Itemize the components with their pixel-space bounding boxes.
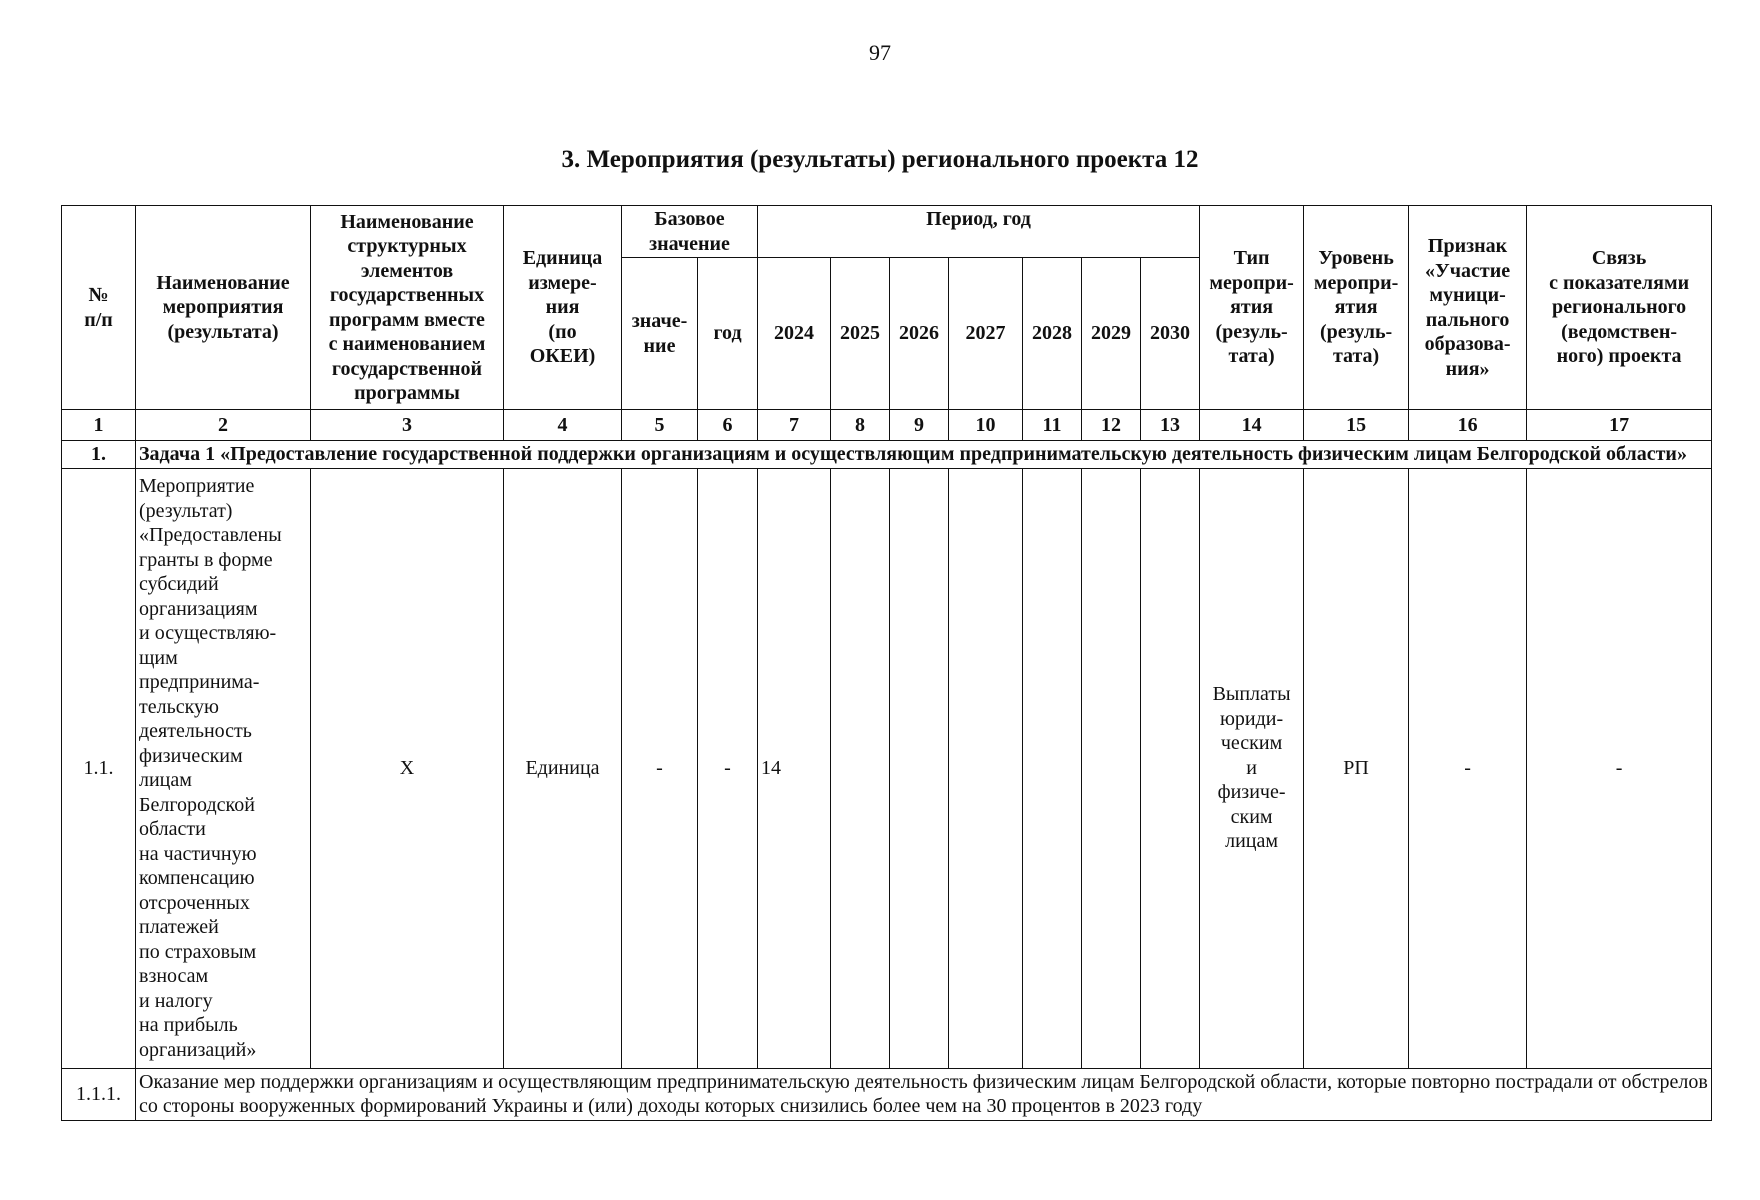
column-number: 2 [136,410,311,441]
header-link: Связь с показателями регионального (ведомствен- ного) проекта [1527,206,1712,410]
row-value-2026 [890,468,949,1068]
column-number: 7 [758,410,831,441]
row-value-2030 [1141,468,1200,1068]
row-base-value: - [622,468,698,1068]
row-value-2025 [831,468,890,1068]
header-year-2024: 2024 [758,258,831,410]
row-number: 1.1. [62,468,136,1068]
subitem-row [62,1068,1712,1120]
header-structural: Наименование структурных элементов государственных программ вместе с наименованием государственной программы [311,206,504,410]
row-type: Выплаты юриди- ческим и физиче- ским лицам [1200,468,1304,1068]
header-year-2029: 2029 [1082,258,1141,410]
row-level: РП [1304,468,1409,1068]
column-number: 11 [1023,410,1082,441]
document-title: 3. Мероприятия (результаты) регионального проекта 12 [561,146,1199,173]
header-num: № п/п [62,206,136,410]
column-number: 5 [622,410,698,441]
column-number: 14 [1200,410,1304,441]
header-year-2025: 2025 [831,258,890,410]
column-number: 1 [62,410,136,441]
header-base: Базовое значение [622,206,758,258]
column-number: 8 [831,410,890,441]
row-value-2027 [949,468,1023,1068]
subitem-number: 1.1.1. [62,1068,136,1120]
column-number: 15 [1304,410,1409,441]
task-number: 1. [62,441,136,469]
header-year-2027: 2027 [949,258,1023,410]
page-number: 97 [869,40,891,65]
row-base-year: - [698,468,758,1068]
column-number: 6 [698,410,758,441]
column-number: 9 [890,410,949,441]
row-link: - [1527,468,1712,1068]
header-base-value: значе- ние [622,258,698,410]
header-level: Уровень меропри- ятия (резуль- тата) [1304,206,1409,410]
subitem-text: Оказание мер поддержки организациям и осуществляющим предпринимательскую деятельность физическим лицам Белгородской области, которые повторно пострадали от обстрелов со стороны вооруженных формирований Украины и (или) доходы которых снизились более чем на 30 процентов в 2023 году [136,1068,1712,1120]
row-value-2024: 14 [758,468,831,1068]
column-number: 12 [1082,410,1141,441]
header-name: Наименование мероприятия (результата) [136,206,311,410]
row-municipal: - [1409,468,1527,1068]
task-text: Задача 1 «Предоставление государственной поддержки организациям и осуществляющим предпринимательскую деятельность физическим лицам Белгородской области» [136,441,1712,469]
column-number: 17 [1527,410,1712,441]
header-municipal: Признак «Участие муници- пального образова- ния» [1409,206,1527,410]
header-year-2026: 2026 [890,258,949,410]
row-unit: Единица [504,468,622,1068]
header-type: Тип меропри- ятия (резуль- тата) [1200,206,1304,410]
column-number: 13 [1141,410,1200,441]
column-number: 3 [311,410,504,441]
header-base-year: год [698,258,758,410]
column-number: 16 [1409,410,1527,441]
header-unit: Единица измере- ния (по ОКЕИ) [504,206,622,410]
column-number-row [62,410,1712,441]
row-name: Мероприятие (результат) «Предоставлены гранты в форме субсидий организациям и осуществляю- щим предпринима- тельскую деятельность физическим лицам Белгородской области на частичную компенсацию отсроченных платежей по страховым взносам и налогу на прибыль организаций» [136,468,311,1068]
header-year-2030: 2030 [1141,258,1200,410]
column-number: 4 [504,410,622,441]
row-value-2029 [1082,468,1141,1068]
row-structural: Х [311,468,504,1068]
column-number: 10 [949,410,1023,441]
header-period: Период, год [758,206,1200,258]
table-row [62,468,1712,1068]
header-year-2028: 2028 [1023,258,1082,410]
measures-table [61,205,1712,1121]
row-value-2028 [1023,468,1082,1068]
task-row [62,441,1712,469]
